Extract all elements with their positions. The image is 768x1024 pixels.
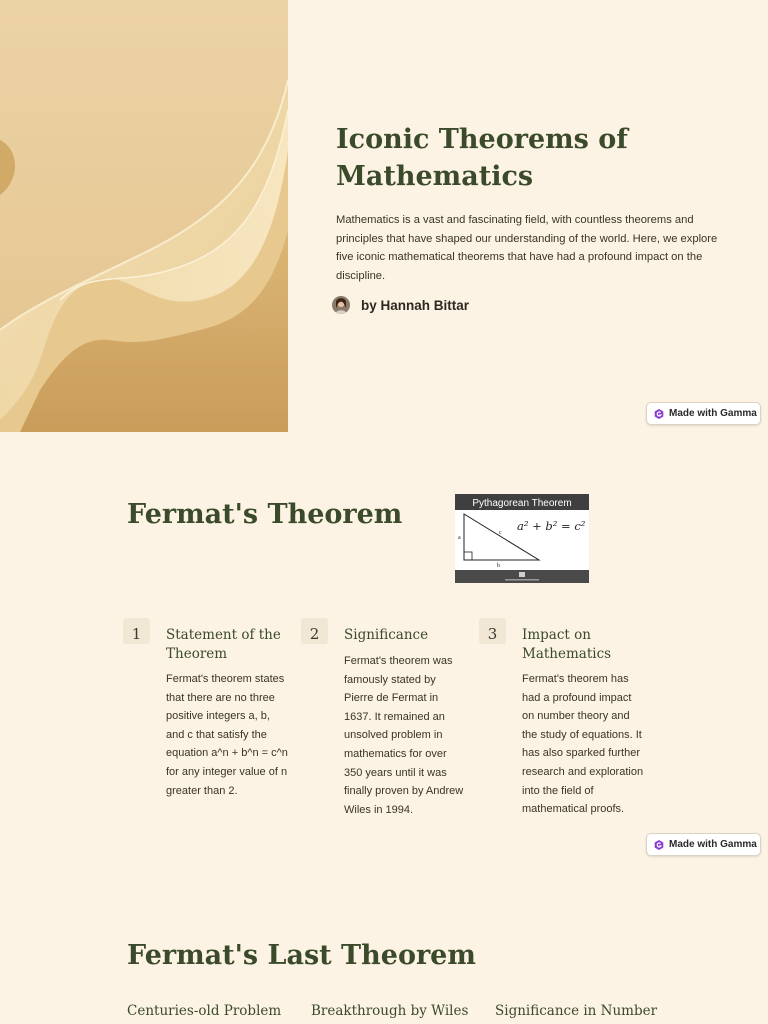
pythagorean-theorem-image: [455, 494, 589, 583]
author-name: by Hannah Bittar: [361, 297, 470, 313]
step-title: Impact on Mathematics: [522, 627, 612, 662]
made-with-gamma-badge[interactable]: [646, 402, 761, 425]
step-number: 1: [123, 618, 150, 644]
step-body: Fermat's theorem has had a profound impact on number theory and the study of equations. It has also sparked further research and exploration into the field of mathematical proofs.: [522, 673, 644, 816]
badge-label: Made with Gamma: [669, 839, 757, 850]
step-title: Significance: [344, 627, 429, 643]
intro-paragraph: Mathematics is a vast and fascinating field, with countless theorems and principles that have shaped our understanding of the world. Here, we explore five iconic mathematical theorems that have had a profound impact on the discipline.: [336, 214, 718, 282]
gamma-logo-icon: [654, 840, 664, 850]
step-title: Statement of the Theorem: [166, 627, 281, 662]
section-title-fermats-theorem: Fermat's Theorem: [127, 499, 403, 530]
column-heading: Significance in Number: [495, 1003, 658, 1019]
svg-text:b: b: [497, 563, 500, 569]
column-heading: Centuries-old Problem: [127, 1003, 282, 1019]
made-with-gamma-badge[interactable]: [646, 833, 761, 856]
page-title: Iconic Theorems of Mathematics: [336, 124, 628, 192]
image-caption: Pythagorean Theorem: [472, 498, 572, 509]
author-byline: [332, 296, 469, 314]
step-body: Fermat's theorem states that there are no three positive integers a, b, and c that satisfy the equation a^n + b^n = c^n for any integer value of n greater than 2.: [166, 673, 288, 797]
gamma-logo-icon: [654, 409, 664, 419]
title-slide: [0, 0, 768, 432]
avatar: [332, 296, 350, 314]
step-body: Fermat's theorem was famously stated by Pierre de Fermat in 1637. It remained an unsolved problem in mathematics for over 350 years until it was finally proven by Andrew Wiles in 1994.: [344, 655, 464, 816]
step-number: 3: [479, 618, 506, 644]
badge-label: Made with Gamma: [669, 408, 757, 419]
hero-abstract-image: [0, 0, 288, 432]
column-heading: Breakthrough by Wiles: [311, 1003, 469, 1019]
svg-text:c: c: [499, 530, 502, 536]
step-number: 2: [301, 618, 328, 644]
svg-text:a: a: [458, 535, 461, 541]
pythagorean-formula: a² + b² = c²: [517, 519, 586, 533]
section-title-fermats-last-theorem: Fermat's Last Theorem: [127, 940, 476, 971]
